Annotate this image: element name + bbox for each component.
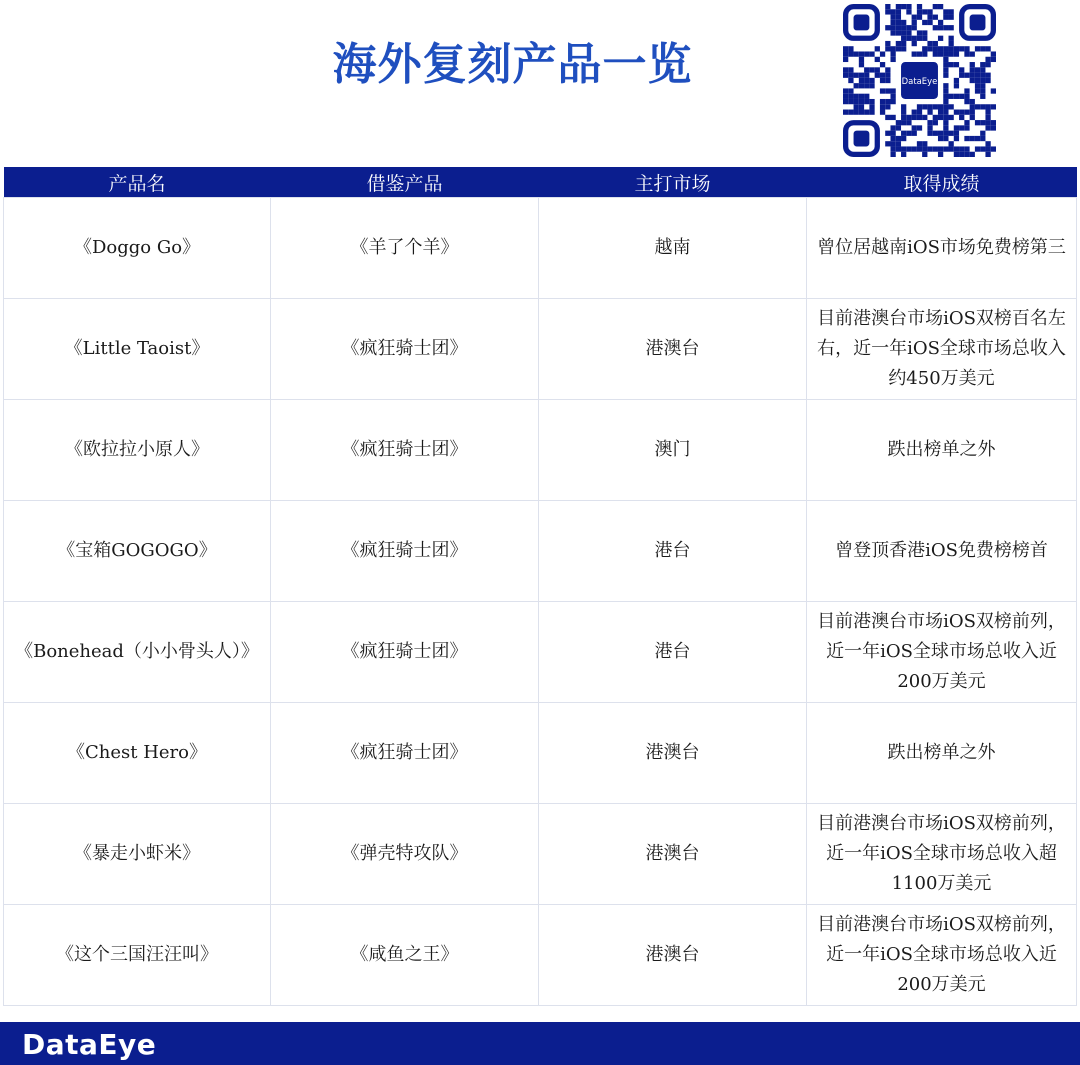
cell-product-name: 《Chest Hero》 bbox=[4, 703, 271, 804]
cell-product-name: 《暴走小虾米》 bbox=[4, 804, 271, 905]
cell-main-market: 港台 bbox=[539, 501, 807, 602]
header-product-name: 产品名 bbox=[4, 167, 271, 198]
page-title: 海外复刻产品一览 bbox=[332, 39, 693, 90]
cell-main-market: 澳门 bbox=[539, 400, 807, 501]
cell-reference-product: 《咸鱼之王》 bbox=[271, 905, 539, 1006]
header-main-market: 主打市场 bbox=[539, 167, 807, 198]
cell-product-name: 《这个三国汪汪叫》 bbox=[4, 905, 271, 1006]
table-row bbox=[4, 299, 1077, 400]
cell-reference-product: 《疯狂骑士团》 bbox=[271, 703, 539, 804]
table-row bbox=[4, 400, 1077, 501]
cell-main-market: 越南 bbox=[539, 198, 807, 299]
cell-main-market: 港澳台 bbox=[539, 905, 807, 1006]
cell-reference-product: 《疯狂骑士团》 bbox=[271, 501, 539, 602]
table-row bbox=[4, 703, 1077, 804]
qr-code-image bbox=[843, 4, 996, 157]
header-achievement: 取得成绩 bbox=[807, 167, 1077, 198]
table-row bbox=[4, 804, 1077, 905]
table-row bbox=[4, 602, 1077, 703]
cell-achievement: 目前港澳台市场iOS双榜前列，近一年iOS全球市场总收入近200万美元 bbox=[807, 602, 1077, 703]
cell-achievement: 跌出榜单之外 bbox=[807, 400, 1077, 501]
cell-product-name: 《宝箱GOGOGO》 bbox=[4, 501, 271, 602]
qr-logo-label: DataEye bbox=[901, 76, 938, 87]
cell-reference-product: 《疯狂骑士团》 bbox=[271, 299, 539, 400]
footer-bar bbox=[0, 1025, 1080, 1065]
cell-main-market: 港澳台 bbox=[539, 299, 807, 400]
cell-main-market: 港澳台 bbox=[539, 804, 807, 905]
cell-product-name: 《欧拉拉小原人》 bbox=[4, 400, 271, 501]
table-row bbox=[4, 501, 1077, 602]
cell-reference-product: 《弹壳特攻队》 bbox=[271, 804, 539, 905]
products-table bbox=[3, 167, 1077, 1006]
cell-achievement: 目前港澳台市场iOS双榜百名左右，近一年iOS全球市场总收入约450万美元 bbox=[807, 299, 1077, 400]
cell-main-market: 港澳台 bbox=[539, 703, 807, 804]
cell-achievement: 目前港澳台市场iOS双榜前列，近一年iOS全球市场总收入超1100万美元 bbox=[807, 804, 1077, 905]
cell-product-name: 《Bonehead（小小骨头人）》 bbox=[4, 602, 271, 703]
cell-reference-product: 《羊了个羊》 bbox=[271, 198, 539, 299]
footer-logo: DataEye bbox=[22, 1028, 157, 1061]
cell-reference-product: 《疯狂骑士团》 bbox=[271, 602, 539, 703]
cell-product-name: 《Little Taoist》 bbox=[4, 299, 271, 400]
cell-product-name: 《Doggo Go》 bbox=[4, 198, 271, 299]
header-reference-product: 借鉴产品 bbox=[271, 167, 539, 198]
cell-achievement: 目前港澳台市场iOS双榜前列，近一年iOS全球市场总收入近200万美元 bbox=[807, 905, 1077, 1006]
table-header-row bbox=[4, 167, 1077, 198]
cell-main-market: 港台 bbox=[539, 602, 807, 703]
cell-reference-product: 《疯狂骑士团》 bbox=[271, 400, 539, 501]
cell-achievement: 曾登顶香港iOS免费榜榜首 bbox=[807, 501, 1077, 602]
cell-achievement: 跌出榜单之外 bbox=[807, 703, 1077, 804]
table-row bbox=[4, 198, 1077, 299]
cell-achievement: 曾位居越南iOS市场免费榜第三 bbox=[807, 198, 1077, 299]
table-row bbox=[4, 905, 1077, 1006]
